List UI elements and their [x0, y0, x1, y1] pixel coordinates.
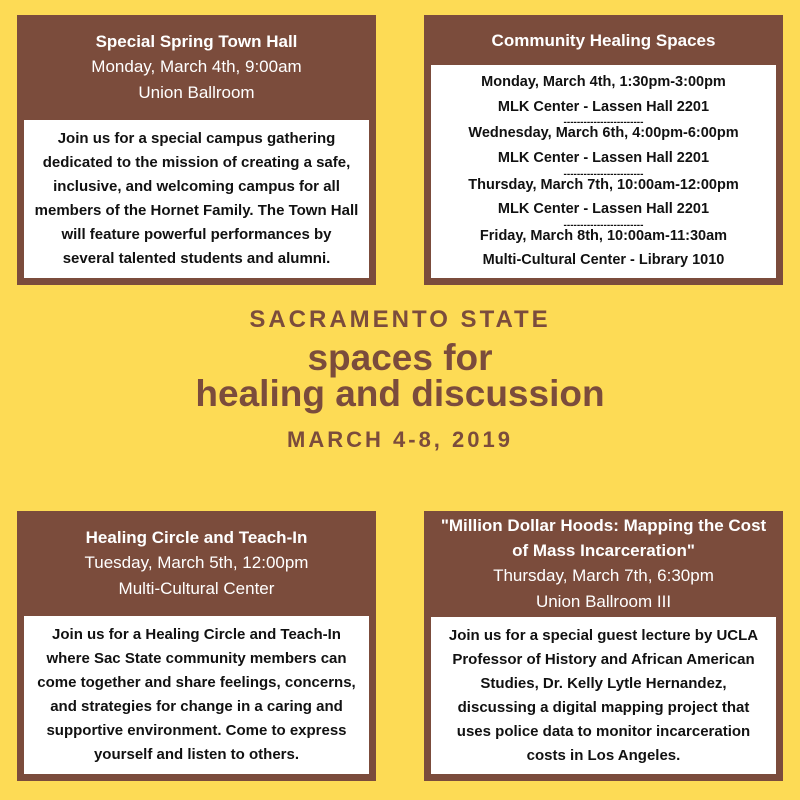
- headline-line-1: spaces for: [307, 337, 493, 378]
- event-dates: MARCH 4-8, 2019: [287, 427, 513, 452]
- town-hall-date: Monday, March 4th, 9:00am: [91, 57, 302, 76]
- healing-circle-date: Tuesday, March 5th, 12:00pm: [84, 553, 309, 572]
- town-hall-description: Join us for a special campus gathering dedicated to the mission of creating a safe, inclusive, and welcoming campus for all members of the Hornet Family. The Town Hall will feature powerful performances by several talented students and alumni.: [34, 130, 359, 267]
- session-separator: ------------------------: [563, 168, 644, 180]
- lecture-card: [424, 511, 783, 781]
- session-where: MLK Center - Lassen Hall 2201: [497, 149, 710, 166]
- lecture-header: [431, 511, 776, 617]
- healing-spaces-schedule: [431, 65, 776, 278]
- lecture-date: Thursday, March 7th, 6:30pm: [493, 566, 714, 585]
- session-when: Wednesday, March 6th, 4:00pm-6:00pm: [468, 125, 739, 142]
- town-hall-card: [17, 15, 376, 285]
- session-where: MLK Center - Lassen Hall 2201: [497, 98, 710, 115]
- lecture-title: "Million Dollar Hoods: Mapping the Cost of Mass Incarceration": [440, 516, 767, 560]
- healing-circle-card: [17, 511, 376, 781]
- healing-circle-description-panel: [24, 616, 369, 774]
- lecture-description-panel: [431, 617, 776, 774]
- healing-circle-title: Healing Circle and Teach-In: [85, 528, 308, 547]
- headline-line-2: healing and discussion: [195, 373, 605, 414]
- organization-name: SACRAMENTO STATE: [249, 306, 551, 333]
- session-where: MLK Center - Lassen Hall 2201: [497, 201, 710, 218]
- lecture-description: Join us for a special guest lecture by UCLA Professor of History and African American Studies, Dr. Kelly Lytle Hernandez, discussing a digital mapping project that uses police data to monitor incarceration costs in Los Angeles.: [448, 626, 759, 764]
- session-when: Thursday, March 7th, 10:00am-12:00pm: [468, 176, 739, 193]
- lecture-location: Union Ballroom III: [535, 592, 672, 611]
- town-hall-description-panel: [24, 120, 369, 278]
- healing-circle-header: [24, 511, 369, 616]
- session-separator: ------------------------: [563, 117, 644, 129]
- healing-circle-location: Multi-Cultural Center: [118, 579, 275, 598]
- town-hall-title: Special Spring Town Hall: [95, 32, 298, 51]
- session-where: Multi-Cultural Center - Library 1010: [482, 252, 725, 269]
- town-hall-location: Union Ballroom: [138, 83, 255, 102]
- town-hall-header: [24, 15, 369, 120]
- healing-spaces-title: Community Healing Spaces: [491, 30, 716, 50]
- healing-circle-description: Join us for a Healing Circle and Teach-In where Sac State community members can come together and share feelings, concerns, and strategies for change in a caring and supportive environment. Come to express yourself and listen to others.: [37, 626, 356, 763]
- session-when: Monday, March 4th, 1:30pm-3:00pm: [481, 74, 726, 91]
- session-separator: ------------------------: [563, 219, 644, 231]
- healing-spaces-card: [424, 15, 783, 285]
- healing-spaces-header: [431, 15, 776, 65]
- session-when: Friday, March 8th, 10:00am-11:30am: [479, 227, 728, 244]
